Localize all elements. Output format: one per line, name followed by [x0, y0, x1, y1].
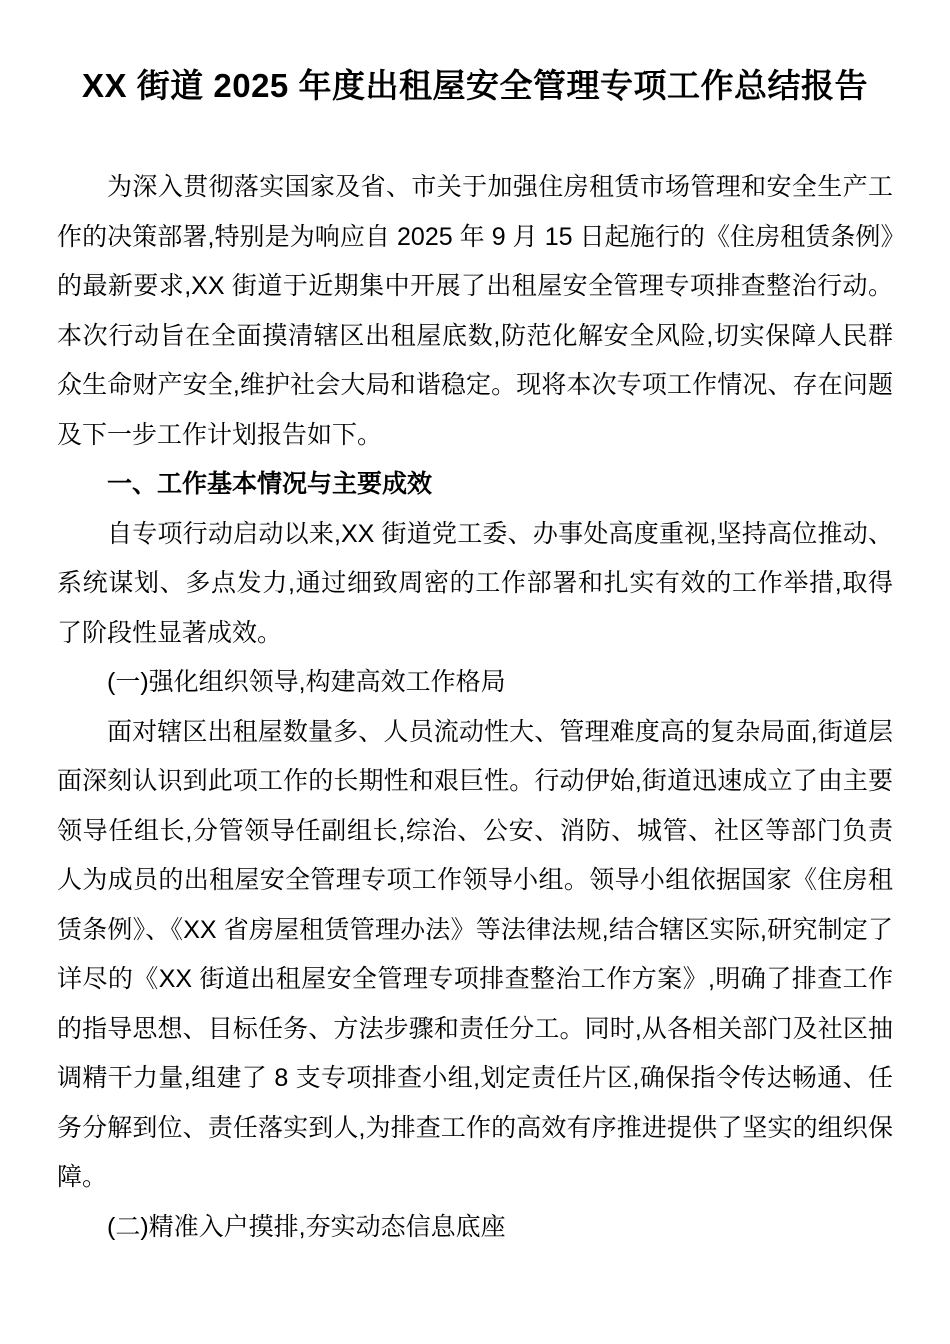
section-heading-part-one: 一、工作基本情况与主要成效	[107, 470, 433, 498]
document-title: XX 街道 2025 年度出租屋安全管理专项工作总结报告	[82, 67, 868, 104]
paragraph-intro: 为深入贯彻落实国家及省、市关于加强住房租赁市场管理和安全生产工作的决策部署,特别是为响应自 2025 年 9 月 15 日起施行的《住房租赁条例》的最新要求,XX 街道于近期集中开展了出租屋安全管理专项排查整治行动。本次行动旨在全面摸清辖区出租屋底数,防范化解安全风险,切实保障人民群众生命财产安全,维护社会大局和谐稳定。现将本次专项工作情况、存在问题及下一步工作计划报告如下。	[57, 173, 893, 449]
subsection-heading-2: (二)精准入户摸排,夯实动态信息底座	[107, 1212, 506, 1241]
subsection-heading-1: (一)强化组织领导,构建高效工作格局	[107, 668, 506, 696]
paragraph-organization: 面对辖区出租屋数量多、人员流动性大、管理难度高的复杂局面,街道层面深刻认识到此项工作的长期性和艰巨性。行动伊始,街道迅速成立了由主要领导任组长,分管领导任副组长,综治、公安、消防、城管、社区等部门负责人为成员的出租屋安全管理专项工作领导小组。领导小组依据国家《住房租赁条例》、《XX 省房屋租赁管理办法》等法律法规,结合辖区实际,研究制定了详尽的《XX 街道出租屋安全管理专项排查整治工作方案》,明确了排查工作的指导思想、目标任务、方法步骤和责任分工。同时,从各相关部门及社区抽调精干力量,组建了 8 支专项排查小组,划定责任片区,确保指令传达畅通、任务分解到位、责任落实到人,为排查工作的高效有序推进提供了坚实的组织保障。	[57, 717, 893, 1191]
paragraph-overview: 自专项行动启动以来,XX 街道党工委、办事处高度重视,坚持高位推动、系统谋划、多点发力,通过细致周密的工作部署和扎实有效的工作举措,取得了阶段性显著成效。	[57, 519, 893, 647]
